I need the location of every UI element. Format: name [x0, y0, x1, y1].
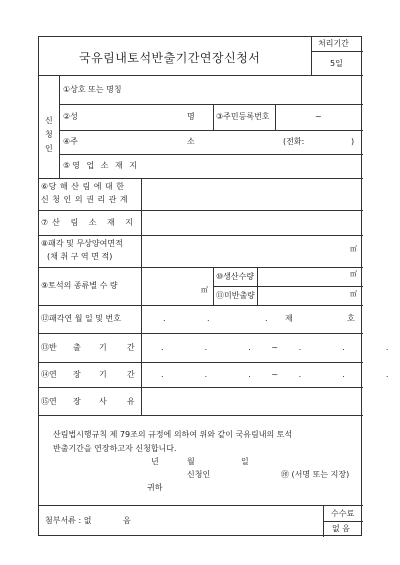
resident-number-dash: ~	[315, 112, 322, 121]
address-label-end: 소	[187, 137, 195, 146]
rule-processing-mid	[311, 51, 363, 52]
sign-or-stamp-label: ㊞ (서명 또는 지장)	[281, 470, 350, 479]
phone-label: (전화:	[283, 137, 305, 146]
area-label-line-1: ⑧패각 및 무상양여면적	[41, 239, 123, 248]
rule-row-7	[39, 267, 363, 268]
applicant-label-char-3: 인	[45, 144, 53, 153]
extension-reason-label-2: 장	[73, 397, 81, 406]
rule-processing-left	[311, 37, 312, 75]
export-period-label-2: 출	[73, 343, 81, 352]
rule-row-1	[59, 104, 363, 105]
export-period-value: . . . ~ . . .	[161, 343, 389, 352]
rule-name-mid	[213, 104, 214, 130]
company-name-label: ①상호 또는 명칭	[63, 85, 122, 94]
extension-period-label-3: 기	[99, 370, 107, 379]
rule-row-11	[39, 387, 363, 388]
rule-row-10	[39, 362, 363, 363]
rule-label-right	[141, 178, 142, 415]
form-title: 국유림내토석반출기간연장신청서	[79, 51, 261, 65]
soil-types-unit: ㎡	[201, 286, 208, 294]
attachments-none-end: 음	[123, 516, 131, 525]
rule-row-5	[39, 210, 363, 211]
remaining-qty-label: ⑪미반출량	[216, 291, 255, 300]
forest-location-label: ⑦산 림 소 재 지	[41, 218, 137, 227]
rule-statement-bottom	[39, 505, 363, 506]
extension-period-value: . . . ~ . . .	[161, 370, 389, 379]
permit-label: ⑫패각연 월 일 및 번호	[41, 314, 121, 323]
permit-ho: 호	[347, 314, 355, 323]
statement-line-1: 산림법시행규칙 제 79조의 규정에 의하여 위와 같이 국유림내의 토석	[53, 430, 293, 439]
application-form	[38, 36, 389, 536]
rule-title-bottom	[39, 75, 363, 76]
resident-number-label: ③주민등록번호	[216, 112, 270, 121]
permit-je: 제	[285, 314, 293, 323]
name-label-start: ②성	[63, 112, 78, 121]
permit-dot-2: .	[207, 314, 210, 323]
permit-dot-3: .	[265, 314, 268, 323]
rule-applicant-left	[59, 75, 60, 178]
rights-label-line-2: 신 청 인 의 권 리 관 계	[41, 195, 129, 204]
address-label-start: ④주	[63, 137, 78, 146]
rule-qty-mid	[213, 267, 214, 305]
rule-row-6	[39, 235, 363, 236]
applicant-label-char-1: 신	[45, 116, 53, 125]
name-label-end: 명	[187, 112, 195, 121]
extension-reason-label-3: 사	[99, 397, 107, 406]
area-label-line-2: (채 취 구 역 면 적)	[47, 252, 113, 261]
rule-row-8-sub	[213, 286, 363, 287]
remaining-qty-unit: ㎡	[350, 290, 357, 298]
export-period-label-4: 간	[127, 343, 135, 352]
rule-row-2	[59, 130, 363, 131]
applicant-signature-label: 신청인	[187, 470, 211, 479]
rule-qty-label-right	[257, 267, 258, 305]
rule-row-12	[39, 415, 363, 416]
export-period-label-1: ⑬반	[41, 343, 57, 352]
area-unit: ㎡	[350, 245, 357, 253]
applicant-label-char-2: 청	[45, 130, 53, 139]
statement-year: 년	[151, 457, 159, 466]
rights-label-line-1: ⑥당 해 산 림 에 대 한	[41, 182, 125, 191]
extension-reason-label-4: 유	[127, 397, 135, 406]
business-location-label: ⑤영 업 소 재 지	[63, 161, 139, 170]
rule-fee-mid	[323, 521, 363, 522]
output-qty-unit: ㎡	[350, 270, 357, 278]
processing-period-value: 5일	[330, 59, 343, 68]
rule-row-9	[39, 333, 363, 334]
extension-reason-label-1: ⑮연	[41, 397, 57, 406]
extension-period-label-2: 장	[73, 370, 81, 379]
rule-row-3	[59, 154, 363, 155]
recipient-label: 귀하	[147, 483, 163, 492]
extension-period-label-4: 간	[127, 370, 135, 379]
statement-day: 일	[241, 457, 249, 466]
phone-close: )	[351, 137, 355, 146]
rule-fee-left	[323, 505, 324, 537]
extension-period-label-1: ⑭연	[41, 370, 57, 379]
processing-period-label: 처리기간	[318, 39, 349, 48]
permit-dot-1: .	[163, 314, 166, 323]
fee-label: 수수료	[331, 509, 355, 518]
statement-line-2: 반출기간을 연장하고자 신청합니다.	[53, 444, 177, 453]
attachments-label: 첨부서류 : 없	[45, 516, 92, 525]
soil-types-label: ⑨토석의 종류별 수 량	[41, 281, 118, 290]
rule-row-8	[39, 305, 363, 306]
fee-value: 없 음	[332, 524, 350, 533]
rule-row-4	[39, 178, 363, 179]
statement-month: 월	[187, 457, 195, 466]
export-period-label-3: 기	[99, 343, 107, 352]
output-qty-label: ⑩생산수량	[216, 272, 255, 281]
rule-resident-mid	[275, 104, 276, 130]
